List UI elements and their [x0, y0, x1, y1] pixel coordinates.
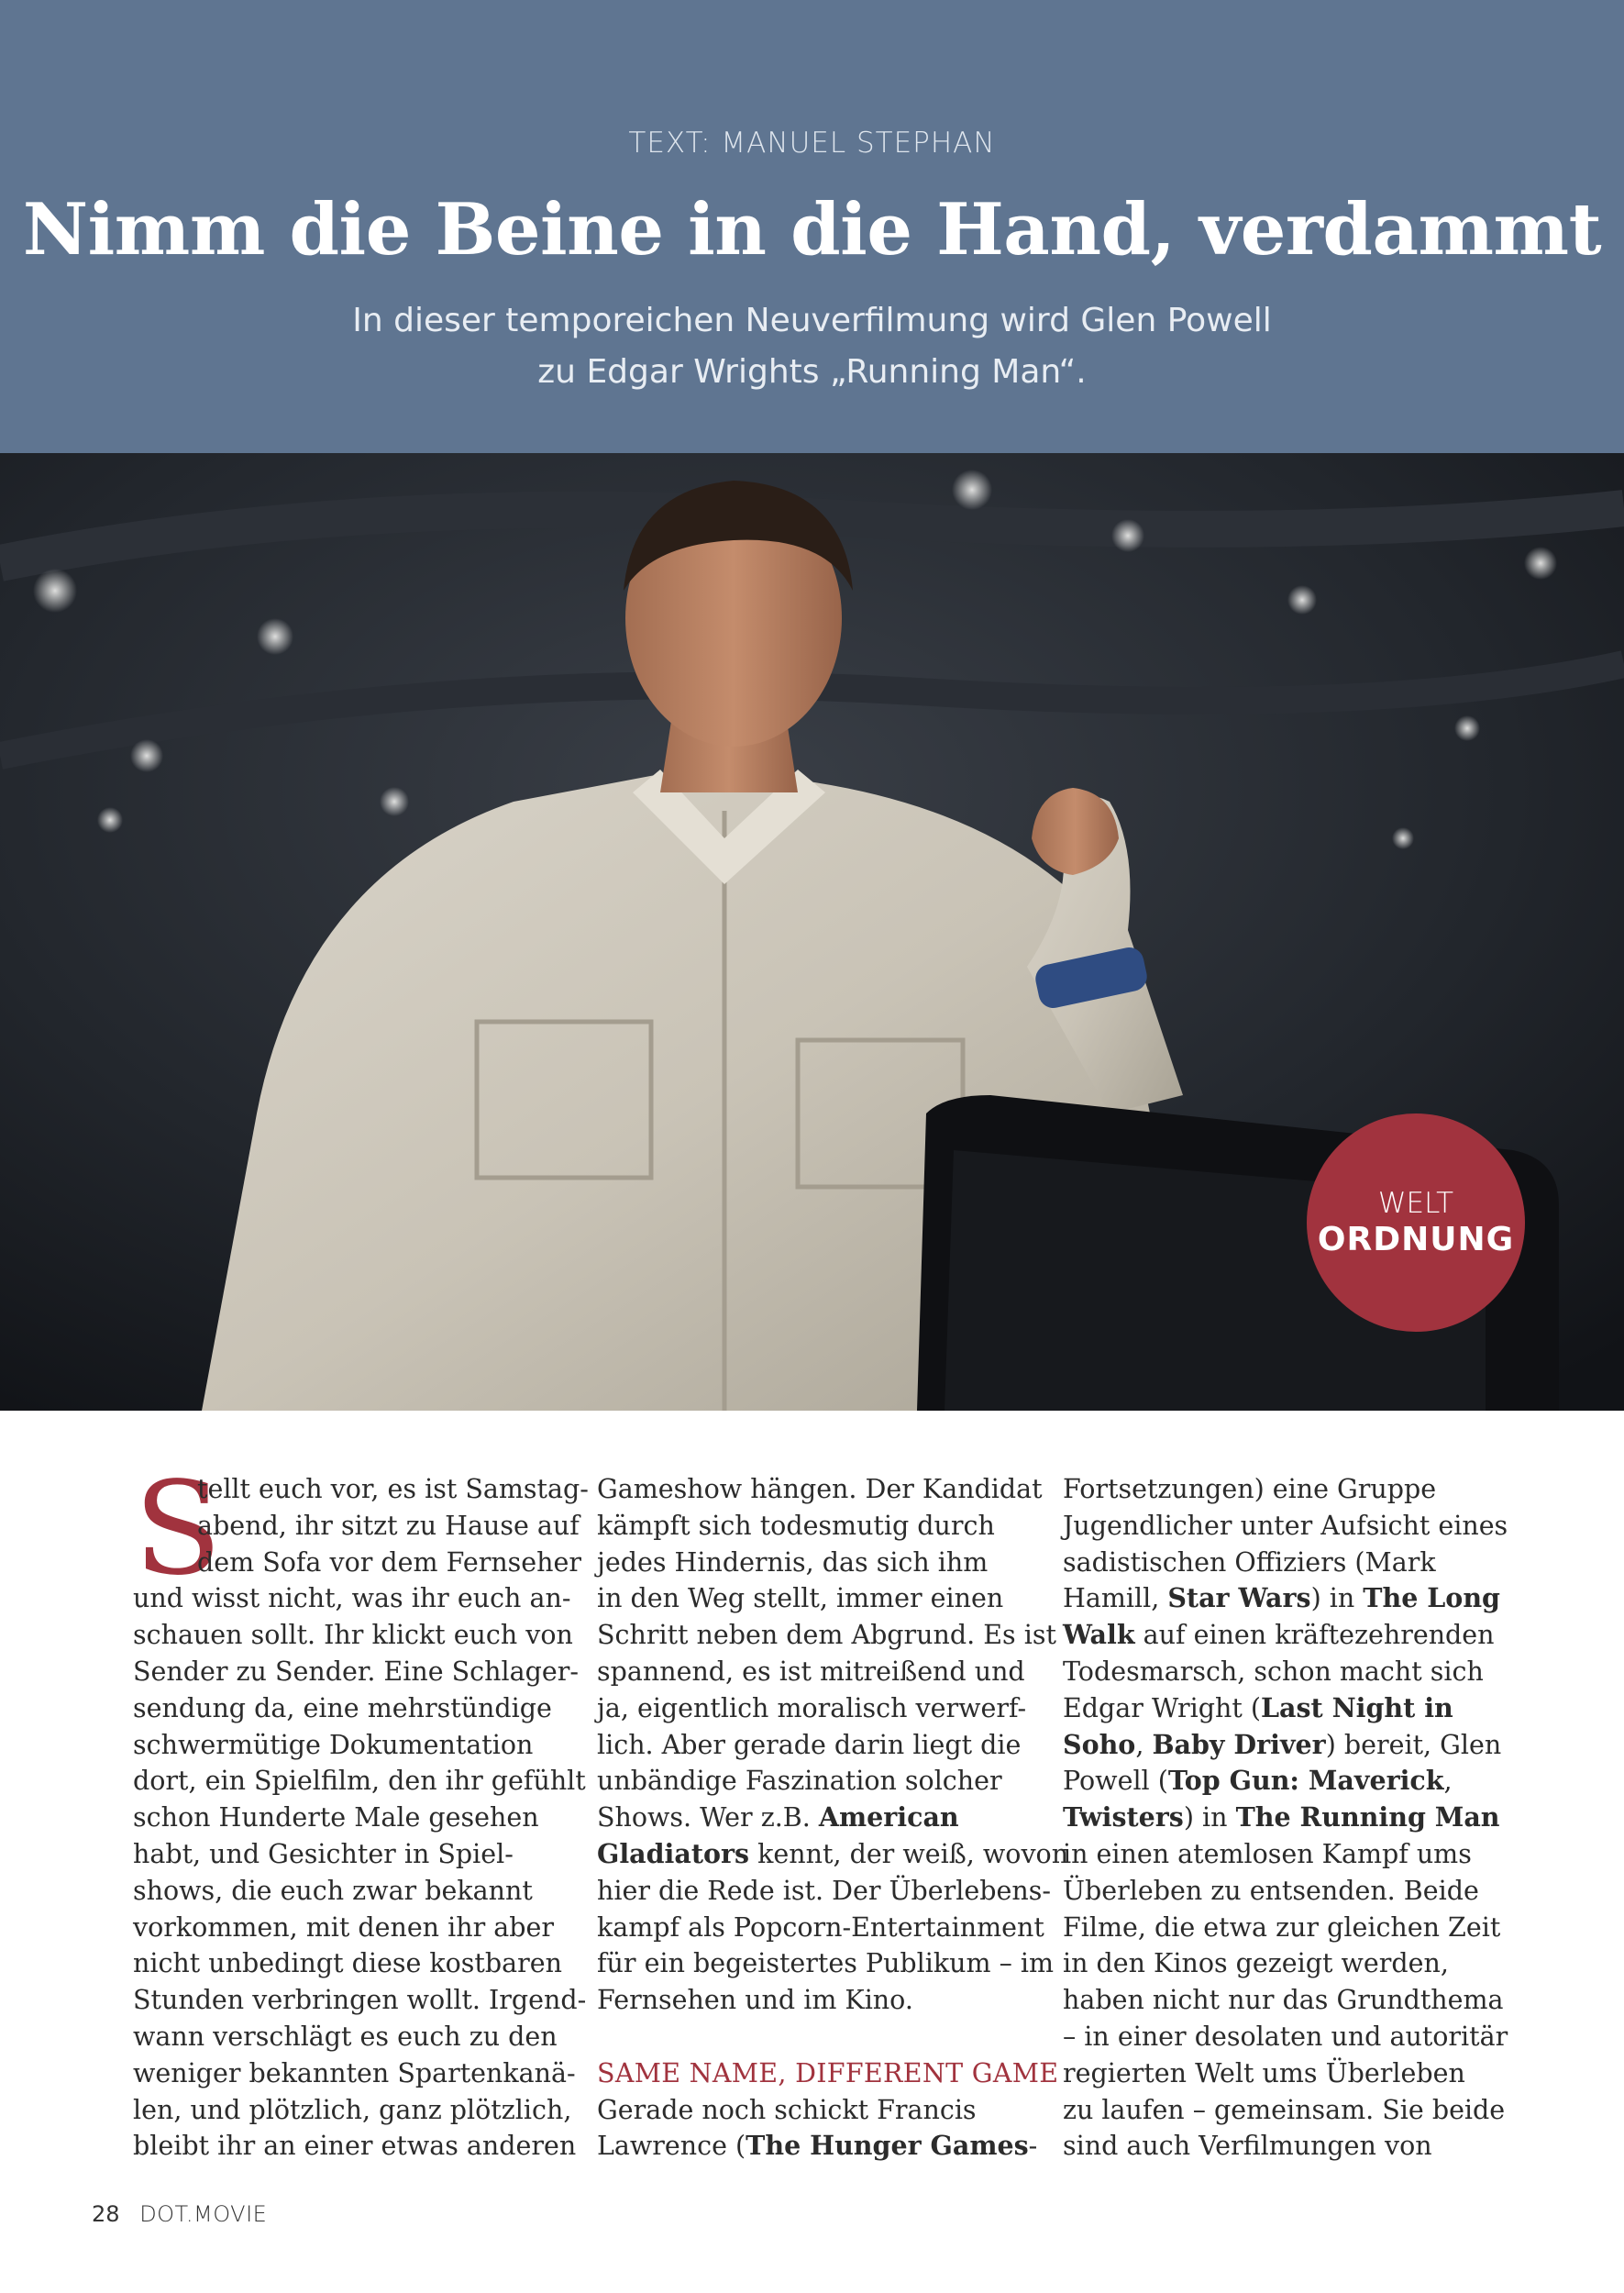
text-line: weniger bekannten Spartenkanä- — [133, 2057, 576, 2088]
text-line: jedes Hindernis, das sich ihm — [597, 1546, 989, 1578]
text-line: dem Sofa vor dem Fernseher — [197, 1546, 582, 1578]
text-line: sadistischen Offiziers (Mark — [1063, 1546, 1436, 1578]
text-line — [1063, 1690, 1494, 1727]
text-line: ja, eigentlich moralisch verwerf- — [597, 1692, 1027, 1723]
deck — [0, 295, 1624, 398]
text-line: Überleben zu entsenden. Beide — [1063, 1875, 1479, 1906]
text-line: und wisst nicht, was ihr euch an- — [133, 1583, 571, 1614]
text-line: in den Kinos gezeigt werden, — [1063, 1948, 1449, 1979]
text-run: Hamill, — [1063, 1583, 1168, 1614]
text-line: unbändige Faszination solcher — [597, 1766, 1002, 1797]
text-line: zu laufen – gemeinsam. Sie beide — [1063, 2094, 1506, 2125]
drop-cap: S — [134, 1455, 222, 1604]
article-column-1 — [133, 1471, 589, 2165]
text-line — [1063, 1800, 1500, 1836]
text-line: schauen sollt. Ihr klickt euch von — [133, 1620, 573, 1651]
text-line — [597, 1800, 1028, 1836]
text-run: - — [1028, 2131, 1038, 2162]
text-line: wann verschlägt es euch zu den — [133, 2021, 558, 2052]
text-line: für ein begeistertes Publikum – im — [597, 1948, 1055, 1979]
text-line: dort, ein Spielfilm, den ihr gefühlt — [133, 1766, 586, 1797]
article-column-3 — [1063, 1471, 1508, 2165]
film-title: The Running Man — [1235, 1801, 1500, 1833]
text-line — [1063, 1763, 1494, 1800]
text-line: in einen atemlosen Kampf ums — [1063, 1838, 1472, 1869]
badge-line2: ORDNUNG — [1317, 1221, 1515, 1258]
text-run: ) in — [1183, 1802, 1236, 1833]
text-line: Gerade noch schickt Francis — [597, 2094, 977, 2125]
text-line: shows, die euch zwar bekannt — [133, 1875, 533, 1906]
text-line: kämpft sich todesmutig durch — [597, 1510, 995, 1541]
text-run: kennt, der weiß, wovon — [749, 1838, 1069, 1869]
section-subhead: SAME NAME, DIFFERENT GAME — [597, 2057, 1059, 2088]
film-title: The Long — [1363, 1582, 1500, 1614]
text-line: sendung da, eine mehrstündige — [133, 1692, 552, 1723]
text-line: sind auch Verfilmungen von — [1063, 2131, 1432, 2162]
text-run: ) bereit, Glen — [1325, 1729, 1502, 1760]
film-title: Soho — [1063, 1728, 1136, 1760]
deck-line: In dieser temporeichen Neuverfilmung wird Glen Powell — [352, 302, 1272, 339]
deck-line: zu Edgar Wrights „Running Man“. — [537, 353, 1087, 391]
text-line: Fernsehen und im Kino. — [597, 1985, 913, 2016]
text-line — [597, 1836, 1069, 1873]
page-number: 28 — [92, 2201, 120, 2227]
film-title: Gladiators — [597, 1837, 750, 1869]
text-line: bleibt ihr an einer etwas anderen — [133, 2131, 577, 2162]
text-line: tellt euch vor, es ist Samstag- — [197, 1474, 589, 1504]
film-title: Walk — [1063, 1619, 1135, 1651]
text-line: Stunden verbringen wollt. Irgend- — [133, 1985, 587, 2016]
text-line: nicht unbedingt diese kostbaren — [133, 1948, 562, 1979]
text-line: Todesmarsch, schon macht sich — [1063, 1656, 1484, 1687]
text-run: , — [1443, 1766, 1453, 1797]
text-line: Jugendlicher unter Aufsicht eines — [1063, 1510, 1508, 1541]
film-title: Top Gun: Maverick — [1167, 1765, 1444, 1797]
text-run: Lawrence ( — [597, 2131, 746, 2162]
byline: TEXT: MANUEL STEPHAN — [628, 127, 996, 160]
header-band — [0, 0, 1624, 453]
badge-line1: WELT — [1377, 1187, 1454, 1220]
text-line: schwermütige Dokumentation — [133, 1729, 534, 1760]
text-line: spannend, es ist mitreißend und — [597, 1656, 1025, 1687]
film-title: The Hunger Games — [746, 2130, 1029, 2162]
text-line: Sender zu Sender. Eine Schlager- — [133, 1656, 579, 1687]
text-line: Gameshow hängen. Der Kandidat — [597, 1474, 1043, 1504]
text-line: hier die Rede ist. Der Überlebens- — [597, 1875, 1051, 1906]
text-line — [1063, 1580, 1500, 1617]
text-line: vorkommen, mit denen ihr aber — [133, 1911, 554, 1943]
text-run: Edgar Wright ( — [1063, 1692, 1261, 1723]
text-line: lich. Aber gerade darin liegt die — [597, 1729, 1022, 1760]
text-run: auf einen kräftezehrenden — [1134, 1620, 1495, 1651]
magazine-name: DOT.MOVIE — [139, 2201, 268, 2227]
blank-line — [597, 2019, 1028, 2055]
headline: Nimm die Beine in die Hand, verdammt — [22, 188, 1602, 271]
text-line: schon Hunderte Male gesehen — [133, 1802, 539, 1833]
text-run: , — [1135, 1729, 1153, 1760]
section-badge — [1307, 1113, 1525, 1332]
text-line: kampf als Popcorn-Entertainment — [597, 1911, 1044, 1943]
text-line: Schritt neben dem Abgrund. Es ist — [597, 1620, 1056, 1651]
text-line: Filme, die etwa zur gleichen Zeit — [1063, 1911, 1501, 1943]
text-line — [1063, 1727, 1502, 1764]
text-line: haben nicht nur das Grundthema — [1063, 1985, 1504, 2016]
text-line: abend, ihr sitzt zu Hause auf — [197, 1510, 580, 1541]
article-column-2 — [597, 1471, 1069, 2165]
text-run: Shows. Wer z.B. — [597, 1802, 819, 1833]
page-footer — [92, 2201, 267, 2227]
text-line: habt, und Gesichter in Spiel- — [133, 1838, 514, 1869]
film-title: Star Wars — [1167, 1582, 1311, 1614]
text-line: in den Weg stellt, immer einen — [597, 1583, 1004, 1614]
text-line: len, und plötzlich, ganz plötzlich, — [133, 2094, 572, 2125]
text-run: Powell ( — [1063, 1766, 1168, 1797]
text-run: ) in — [1310, 1583, 1364, 1614]
film-title: Baby Driver — [1152, 1728, 1326, 1760]
text-line: regierten Welt ums Überleben — [1063, 2057, 1465, 2088]
film-title: American — [818, 1801, 959, 1833]
text-line — [1063, 1617, 1494, 1654]
text-line — [597, 2128, 1038, 2165]
text-line: – in einer desolaten und autoritär — [1063, 2021, 1508, 2052]
text-line: Fortsetzungen) eine Gruppe — [1063, 1474, 1437, 1504]
film-title: Twisters — [1063, 1801, 1184, 1833]
film-title: Last Night in — [1260, 1691, 1453, 1723]
